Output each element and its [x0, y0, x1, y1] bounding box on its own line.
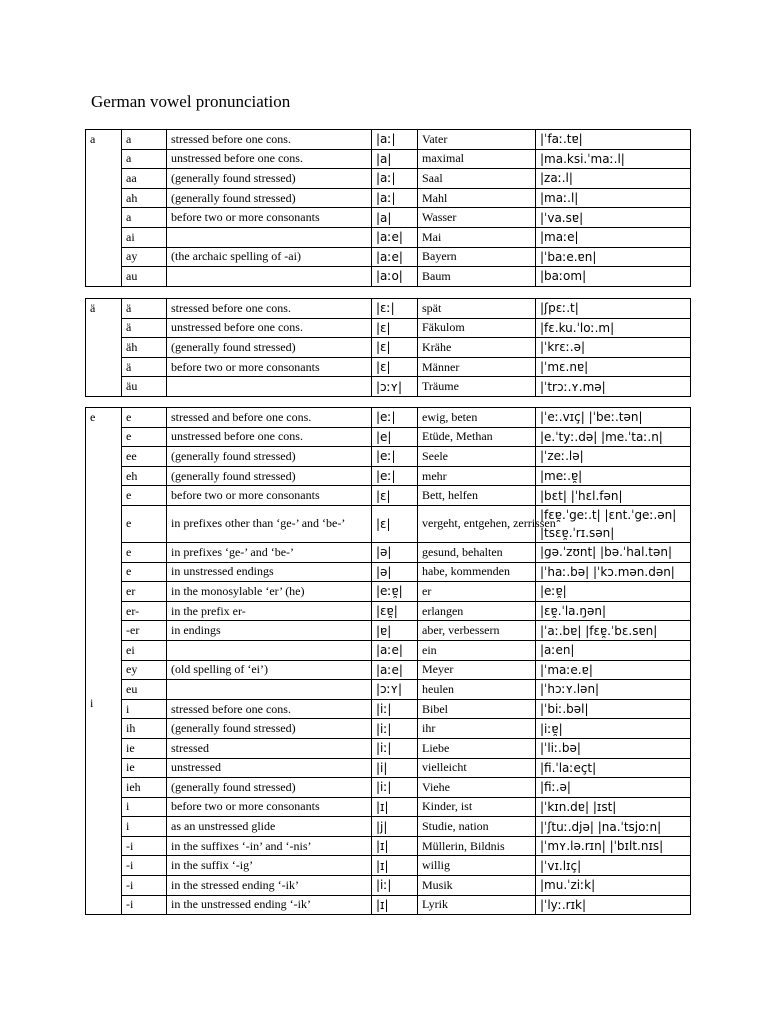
transcription-cell: |ˈbaːe.ɐn|: [536, 247, 691, 267]
context-cell: in prefixes other than ‘ge-’ and ‘be-’: [167, 505, 372, 542]
spelling-cell: ie: [122, 738, 167, 758]
example-cell: Baum: [418, 267, 536, 287]
context-cell: before two or more consonants: [167, 797, 372, 817]
spelling-cell: ie: [122, 758, 167, 778]
ipa-cell: |i|: [372, 758, 418, 778]
spelling-cell: ä: [122, 299, 167, 319]
example-cell: Saal: [418, 169, 536, 189]
table-row: [86, 188, 691, 208]
spelling-cell: i: [122, 699, 167, 719]
spelling-cell: ay: [122, 247, 167, 267]
spelling-cell: -i: [122, 836, 167, 856]
transcription-cell: |ˈbiː.bəl|: [536, 699, 691, 719]
transcription-cell: |ˈkrɛː.ə|: [536, 338, 691, 358]
transcription-cell: |ˈhaː.bə| |ˈkɔ.mən.dən|: [536, 562, 691, 582]
context-cell: stressed before one cons.: [167, 299, 372, 319]
context-cell: (generally found stressed): [167, 188, 372, 208]
ipa-cell: |aːe|: [372, 640, 418, 660]
ipa-cell: |ɪ|: [372, 895, 418, 915]
context-cell: in the suffixes ‘-in’ and ‘-nis’: [167, 836, 372, 856]
context-cell: stressed and before one cons.: [167, 408, 372, 428]
context-cell: (generally found stressed): [167, 466, 372, 486]
table-row: [86, 836, 691, 856]
vowel-group-letter: [86, 299, 122, 397]
context-cell: in endings: [167, 621, 372, 641]
spelling-cell: äu: [122, 377, 167, 397]
context-cell: unstressed before one cons.: [167, 149, 372, 169]
ipa-cell: |eː|: [372, 466, 418, 486]
example-cell: mehr: [418, 466, 536, 486]
example-cell: Meyer: [418, 660, 536, 680]
ipa-cell: |ɛ|: [372, 338, 418, 358]
example-cell: willig: [418, 856, 536, 876]
table-row: [86, 130, 691, 150]
spelling-cell: e: [122, 542, 167, 562]
example-cell: Müllerin, Bildnis: [418, 836, 536, 856]
table-row: [86, 267, 691, 287]
spelling-cell: -i: [122, 895, 167, 915]
example-cell: habe, kommenden: [418, 562, 536, 582]
table-row: [86, 758, 691, 778]
transcription-cell: |ˈkɪn.dɐ| |ɪst|: [536, 797, 691, 817]
context-cell: [167, 267, 372, 287]
table-row: [86, 169, 691, 189]
transcription-cell: |ma.ksi.ˈmaː.l|: [536, 149, 691, 169]
context-cell: [167, 640, 372, 660]
example-cell: Kinder, ist: [418, 797, 536, 817]
ipa-cell: |ɛ|: [372, 318, 418, 338]
context-cell: (generally found stressed): [167, 169, 372, 189]
ipa-cell: |ɪ|: [372, 797, 418, 817]
group-letter-primary: e: [90, 410, 96, 424]
context-cell: as an unstressed glide: [167, 817, 372, 837]
spelling-cell: -i: [122, 856, 167, 876]
transcription-cell: |ˈliː.bə|: [536, 738, 691, 758]
transcription-cell: |ˈvɪ.lɪç|: [536, 856, 691, 876]
transcription-cell: |ˈaː.bɐ| |fɛɐ̯.ˈbɛ.sɐn|: [536, 621, 691, 641]
transcription-cell: |maː.l|: [536, 188, 691, 208]
example-cell: Wasser: [418, 208, 536, 228]
example-cell: Liebe: [418, 738, 536, 758]
table-row: [86, 797, 691, 817]
example-cell: Lyrik: [418, 895, 536, 915]
spelling-cell: ieh: [122, 778, 167, 798]
spelling-cell: a: [122, 130, 167, 150]
context-cell: before two or more consonants: [167, 357, 372, 377]
table-row: [86, 299, 691, 319]
transcription-cell: |aːen|: [536, 640, 691, 660]
table-row: [86, 856, 691, 876]
table-row: [86, 227, 691, 247]
transcription-cell: |ɛɐ̯.ˈla.ŋən|: [536, 601, 691, 621]
context-cell: stressed: [167, 738, 372, 758]
example-cell: vergeht, entgehen, zerrissen: [418, 505, 536, 542]
transcription-cell: |baːom|: [536, 267, 691, 287]
spelling-cell: a: [122, 149, 167, 169]
ipa-cell: |iː|: [372, 738, 418, 758]
ipa-cell: |aːe|: [372, 227, 418, 247]
example-cell: Fäkulom: [418, 318, 536, 338]
transcription-cell: |maːe|: [536, 227, 691, 247]
example-cell: vielleicht: [418, 758, 536, 778]
table-row: [86, 505, 691, 542]
spelling-cell: eh: [122, 466, 167, 486]
transcription-cell: |meː.ɐ̯|: [536, 466, 691, 486]
vowel-group-letter: [86, 130, 122, 287]
table-row: [86, 486, 691, 506]
example-cell: Studie, nation: [418, 817, 536, 837]
ipa-cell: |aː|: [372, 130, 418, 150]
context-cell: (generally found stressed): [167, 447, 372, 467]
table-row: [86, 817, 691, 837]
transcription-cell: |e.ˈtyː.də| |me.ˈtaː.n|: [536, 427, 691, 447]
transcription-cell: |fɛ.ku.ˈloː.m|: [536, 318, 691, 338]
transcription-cell: |mu.ˈziːk|: [536, 876, 691, 896]
vowel-group-letter: [86, 408, 122, 915]
context-cell: stressed before one cons.: [167, 699, 372, 719]
spelling-cell: e: [122, 562, 167, 582]
vowel-table-ä: [85, 298, 691, 397]
example-cell: Viehe: [418, 778, 536, 798]
example-cell: Musik: [418, 876, 536, 896]
context-cell: (generally found stressed): [167, 778, 372, 798]
ipa-cell: |iː|: [372, 876, 418, 896]
spelling-cell: -i: [122, 876, 167, 896]
example-cell: Bayern: [418, 247, 536, 267]
context-cell: (old spelling of ‘ei’): [167, 660, 372, 680]
transcription-cell: [536, 505, 691, 542]
example-cell: Bett, helfen: [418, 486, 536, 506]
example-cell: Männer: [418, 357, 536, 377]
spelling-cell: ä: [122, 357, 167, 377]
ipa-cell: |ɪ|: [372, 836, 418, 856]
spelling-cell: ei: [122, 640, 167, 660]
table-row: [86, 377, 691, 397]
context-cell: in prefixes ‘ge-’ and ‘be-’: [167, 542, 372, 562]
example-cell: Träume: [418, 377, 536, 397]
group-letter-primary: ä: [90, 301, 96, 315]
ipa-cell: |ɔːʏ|: [372, 680, 418, 700]
transcription-cell: |ˈhɔːʏ.lən|: [536, 680, 691, 700]
example-cell: Seele: [418, 447, 536, 467]
transcription-cell: |gə.ˈzʊnt| |bə.ˈhal.tən|: [536, 542, 691, 562]
table-row: [86, 562, 691, 582]
table-row: [86, 778, 691, 798]
table-row: [86, 895, 691, 915]
ipa-cell: |iː|: [372, 699, 418, 719]
transcription-cell: |ˈva.sɐ|: [536, 208, 691, 228]
ipa-cell: |ɛː|: [372, 299, 418, 319]
spelling-cell: -er: [122, 621, 167, 641]
ipa-cell: |ɔːʏ|: [372, 377, 418, 397]
ipa-cell: |iː|: [372, 778, 418, 798]
spelling-cell: ey: [122, 660, 167, 680]
group-letter-primary: a: [90, 132, 96, 146]
spelling-cell: a: [122, 208, 167, 228]
spelling-cell: ih: [122, 719, 167, 739]
spelling-cell: e: [122, 408, 167, 428]
ipa-cell: |aːe|: [372, 247, 418, 267]
vowel-table-e: [85, 407, 691, 915]
ipa-cell: |aː|: [372, 169, 418, 189]
transcription-line: |fɛɐ̯.ˈgeː.t| |ɛnt.ˈgeː.ən|: [540, 507, 677, 522]
spelling-cell: äh: [122, 338, 167, 358]
context-cell: [167, 227, 372, 247]
table-row: [86, 466, 691, 486]
context-cell: (the archaic spelling of -ai): [167, 247, 372, 267]
context-cell: [167, 377, 372, 397]
context-cell: unstressed before one cons.: [167, 318, 372, 338]
transcription-cell: |ˈmaːe.ɐ|: [536, 660, 691, 680]
ipa-cell: |e|: [372, 427, 418, 447]
ipa-cell: |ɛ|: [372, 505, 418, 542]
context-cell: in the suffix ‘-ig’: [167, 856, 372, 876]
ipa-cell: |ɛ|: [372, 486, 418, 506]
context-cell: before two or more consonants: [167, 486, 372, 506]
page-title: German vowel pronunciation: [91, 92, 291, 111]
transcription-cell: |eːɐ̯|: [536, 582, 691, 602]
table-row: [86, 699, 691, 719]
spelling-cell: e: [122, 505, 167, 542]
transcription-cell: |fi.ˈlaːeçt|: [536, 758, 691, 778]
spelling-cell: i: [122, 817, 167, 837]
example-cell: gesund, behalten: [418, 542, 536, 562]
example-cell: spät: [418, 299, 536, 319]
context-cell: stressed before one cons.: [167, 130, 372, 150]
table-row: [86, 621, 691, 641]
spelling-cell: ä: [122, 318, 167, 338]
example-cell: Mahl: [418, 188, 536, 208]
table-row: [86, 876, 691, 896]
spelling-cell: aa: [122, 169, 167, 189]
transcription-cell: |zaː.l|: [536, 169, 691, 189]
example-cell: heulen: [418, 680, 536, 700]
spelling-cell: e: [122, 427, 167, 447]
transcription-line: |tsɛɐ̯.ˈrɪ.sən|: [540, 525, 615, 540]
transcription-cell: |fiː.ə|: [536, 778, 691, 798]
ipa-cell: |aːe|: [372, 660, 418, 680]
group-letter-secondary: i: [90, 696, 94, 710]
ipa-cell: |ə|: [372, 562, 418, 582]
spelling-cell: i: [122, 797, 167, 817]
transcription-cell: |ˈlyː.rɪk|: [536, 895, 691, 915]
example-cell: aber, verbessern: [418, 621, 536, 641]
table-row: [86, 601, 691, 621]
spelling-cell: ai: [122, 227, 167, 247]
example-cell: er: [418, 582, 536, 602]
context-cell: in the prefix er-: [167, 601, 372, 621]
ipa-cell: |eːɐ̯|: [372, 582, 418, 602]
spelling-cell: er-: [122, 601, 167, 621]
table-row: [86, 208, 691, 228]
spelling-cell: ee: [122, 447, 167, 467]
table-row: [86, 149, 691, 169]
table-row: [86, 738, 691, 758]
transcription-cell: |ˈtrɔː.ʏ.mə|: [536, 377, 691, 397]
context-cell: unstressed: [167, 758, 372, 778]
transcription-cell: |ˈfaː.tɐ|: [536, 130, 691, 150]
table-row: [86, 338, 691, 358]
example-cell: Vater: [418, 130, 536, 150]
table-row: [86, 357, 691, 377]
example-cell: ihr: [418, 719, 536, 739]
table-row: [86, 640, 691, 660]
ipa-cell: |ə|: [372, 542, 418, 562]
ipa-cell: |a|: [372, 208, 418, 228]
ipa-cell: |aːo|: [372, 267, 418, 287]
example-cell: ein: [418, 640, 536, 660]
context-cell: (generally found stressed): [167, 338, 372, 358]
example-cell: Etüde, Methan: [418, 427, 536, 447]
transcription-cell: |ˈʃtuː.djə| |na.ˈtsjoːn|: [536, 817, 691, 837]
ipa-cell: |ɪ|: [372, 856, 418, 876]
transcription-cell: |bɛt| |ˈhɛl.fən|: [536, 486, 691, 506]
context-cell: in the stressed ending ‘-ik’: [167, 876, 372, 896]
example-cell: maximal: [418, 149, 536, 169]
table-row: [86, 427, 691, 447]
context-cell: in the unstressed ending ‘-ik’: [167, 895, 372, 915]
example-cell: Krähe: [418, 338, 536, 358]
vowel-table-a: [85, 129, 691, 287]
table-row: [86, 318, 691, 338]
spelling-cell: er: [122, 582, 167, 602]
spelling-cell: e: [122, 486, 167, 506]
table-row: [86, 680, 691, 700]
context-cell: unstressed before one cons.: [167, 427, 372, 447]
table-row: [86, 542, 691, 562]
ipa-cell: |ɐ|: [372, 621, 418, 641]
context-cell: before two or more consonants: [167, 208, 372, 228]
transcription-cell: |ˈmɛ.nɐ|: [536, 357, 691, 377]
spelling-cell: eu: [122, 680, 167, 700]
transcription-cell: |ˈmʏ.lə.rɪn| |ˈbɪlt.nɪs|: [536, 836, 691, 856]
ipa-cell: |eː|: [372, 447, 418, 467]
table-row: [86, 719, 691, 739]
ipa-cell: |eː|: [372, 408, 418, 428]
spelling-cell: au: [122, 267, 167, 287]
table-row: [86, 582, 691, 602]
transcription-cell: |ʃpɛː.t|: [536, 299, 691, 319]
table-row: [86, 408, 691, 428]
transcription-cell: |iːɐ̯|: [536, 719, 691, 739]
context-cell: (generally found stressed): [167, 719, 372, 739]
example-cell: Bibel: [418, 699, 536, 719]
ipa-cell: |j|: [372, 817, 418, 837]
example-cell: Mai: [418, 227, 536, 247]
ipa-cell: |ɛɐ̯|: [372, 601, 418, 621]
table-row: [86, 660, 691, 680]
context-cell: [167, 680, 372, 700]
context-cell: in the monosylable ‘er’ (he): [167, 582, 372, 602]
ipa-cell: |aː|: [372, 188, 418, 208]
ipa-cell: |a|: [372, 149, 418, 169]
example-cell: ewig, beten: [418, 408, 536, 428]
transcription-cell: |ˈeː.vɪç| |ˈbeː.tən|: [536, 408, 691, 428]
transcription-cell: |ˈzeː.lə|: [536, 447, 691, 467]
context-cell: in unstressed endings: [167, 562, 372, 582]
ipa-cell: |ɛ|: [372, 357, 418, 377]
ipa-cell: |iː|: [372, 719, 418, 739]
table-row: [86, 247, 691, 267]
example-cell: erlangen: [418, 601, 536, 621]
spelling-cell: ah: [122, 188, 167, 208]
table-row: [86, 447, 691, 467]
